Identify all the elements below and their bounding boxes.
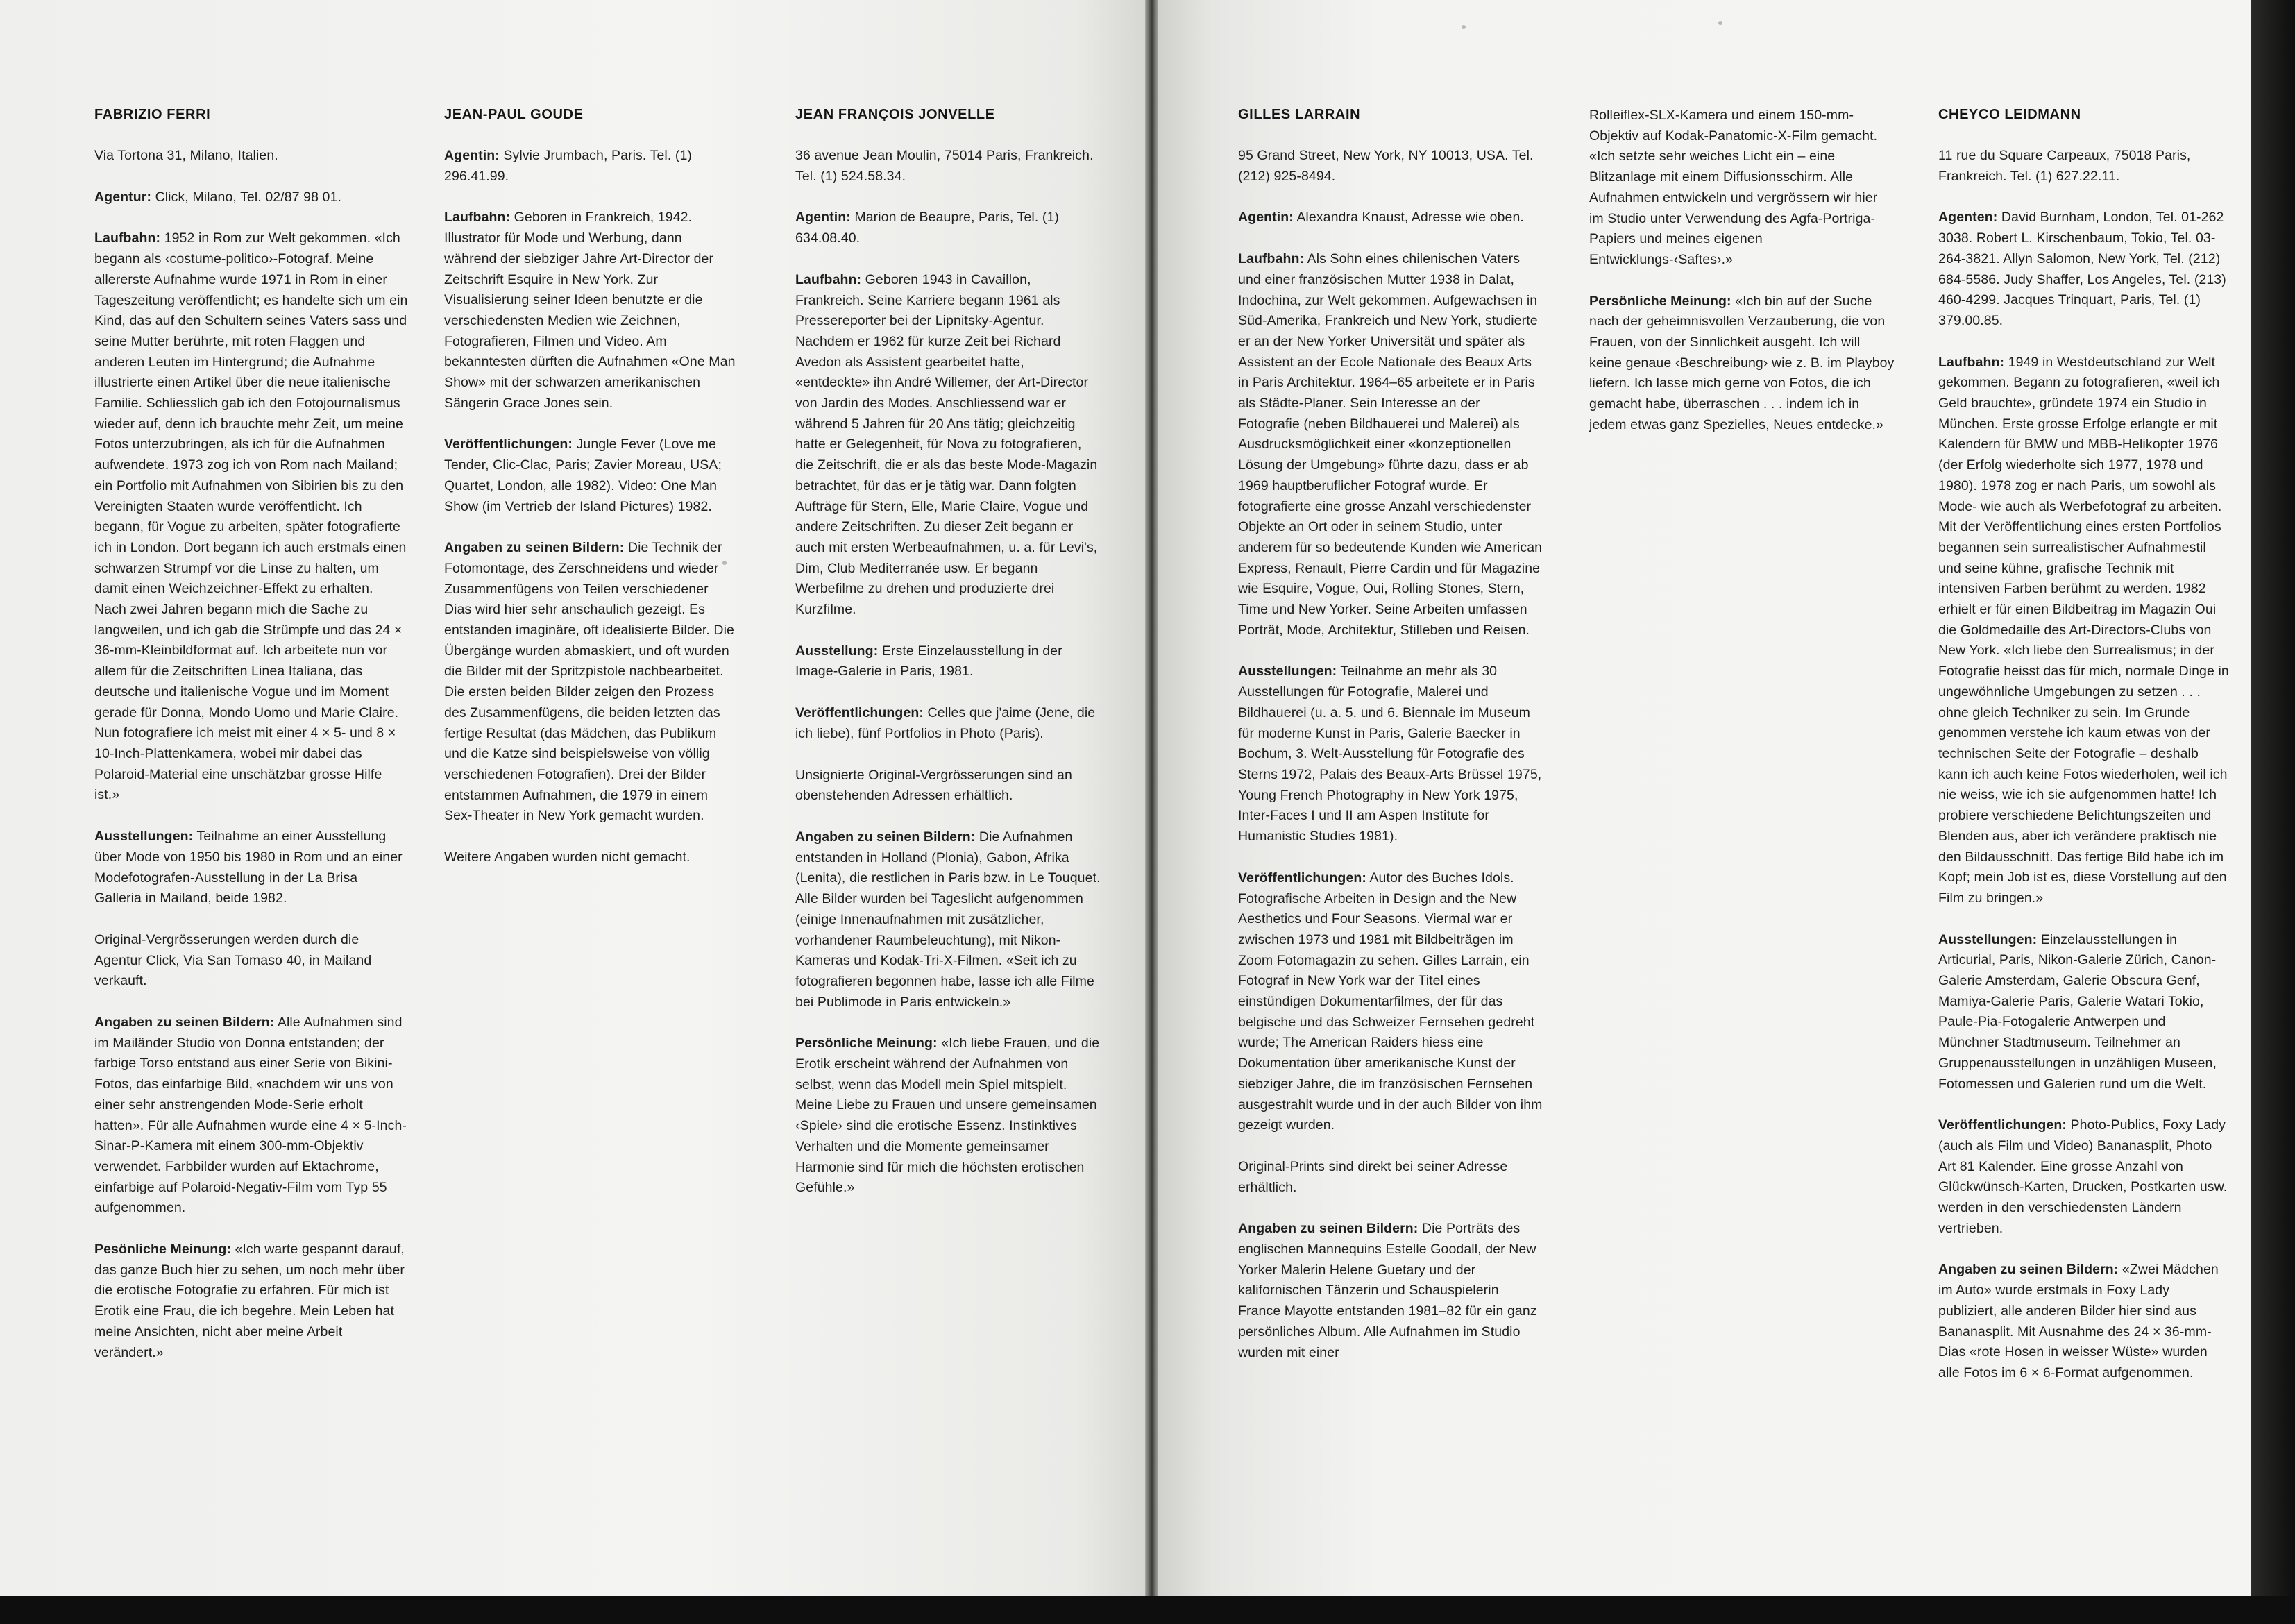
paragraph-text: 11 rue du Square Carpeaux, 75018 Paris, Frankreich. Tel. (1) 627.22.11. bbox=[1938, 148, 2191, 184]
paragraph-text: «Zwei Mädchen im Auto» wurde erstmals in Foxy Lady publiziert, alle anderen Bilder hier sind aus Bananasplit. Mit Ausnahme des 24 × 36-mm-Dias «rote Hosen in weisser Wüste» wurden alle Fotos im 6 × 6-Format aufgenommen. bbox=[1938, 1262, 2219, 1380]
section-label: Veröffentlichungen: bbox=[795, 705, 924, 721]
print-speck bbox=[722, 561, 727, 565]
bio-paragraph bbox=[94, 1240, 408, 1363]
column-jean-francois-jonvelle bbox=[795, 104, 1101, 1219]
paragraph-text: Click, Milano, Tel. 02/87 98 01. bbox=[151, 189, 341, 205]
paragraph-text: Die Porträts des englischen Mannequins Estelle Goodall, der New Yorker Malerin Helene Guetary und der kalifornischen Tänzerin und Schauspielerin France Mayotte entstanden 1981–82 für ein ganz persönliches Album. Alle Aufnahmen im Studio wurden mit einer bbox=[1238, 1221, 1537, 1360]
column-gilles-larrain-continued bbox=[1589, 105, 1895, 457]
section-label: Ausstellung: bbox=[795, 643, 879, 659]
paragraph-text: 95 Grand Street, New York, NY 10013, USA. Tel. (212) 925-8494. bbox=[1238, 148, 1534, 184]
section-label: Laufbahn: bbox=[1938, 354, 2005, 370]
bio-paragraph bbox=[795, 270, 1101, 620]
bio-paragraph bbox=[1938, 146, 2230, 187]
paragraph-text: Unsignierte Original-Vergrösserungen sind an obenstehenden Adressen erhältlich. bbox=[795, 767, 1072, 804]
bio-paragraph bbox=[795, 208, 1101, 248]
paragraph-text: Teilnahme an einer Ausstellung über Mode von 1950 bis 1980 in Rom und an einer Modefotografen-Ausstellung in der La Brisa Galleria in Mailand, beide 1982. bbox=[94, 829, 403, 906]
paragraph-text: Marion de Beaupre, Paris, Tel. (1) 634.08.40. bbox=[795, 210, 1059, 246]
scan-bottom-edge bbox=[0, 1596, 2295, 1624]
bio-paragraph bbox=[94, 827, 408, 909]
bio-paragraph bbox=[1238, 661, 1543, 847]
paragraph-text: Alexandra Knaust, Adresse wie oben. bbox=[1293, 210, 1524, 226]
section-label: Veröffentlichungen: bbox=[444, 437, 573, 452]
column-jean-paul-goude bbox=[444, 104, 736, 889]
bio-paragraph bbox=[1238, 146, 1543, 187]
column-cheyco-leidmann bbox=[1938, 104, 2230, 1405]
bio-paragraph bbox=[1238, 249, 1543, 641]
bio-paragraph bbox=[444, 847, 736, 868]
section-label: Pesönliche Meinung: bbox=[94, 1242, 231, 1258]
paragraph-text: «Ich warte gespannt darauf, das ganze Buch hier zu sehen, um noch mehr über die erotische Fotografie zu erfahren. Für mich ist Erotik eine Frau, die ich begehre. Mein Leben hat meine Ansichten, nicht aber meine Arbeit verändert.» bbox=[94, 1242, 405, 1360]
bio-paragraph bbox=[1938, 208, 2230, 331]
paragraph-text: Die Aufnahmen entstanden in Holland (Plonia), Gabon, Afrika (Lenita), die restlichen in Paris bzw. in Le Touquet. Alle Bilder wurden bei Tageslicht aufgenommen (einige Innenaufnahmen mit zusätzlicher, vorhandener Raumbeleuchtung), mit Nikon-Kameras und Kodak-Tri-X-Filmen. «Seit ich zu fotografieren begonnen habe, lasse ich alle Filme bei Publimode in Paris entwickeln.» bbox=[795, 829, 1101, 1010]
paragraph-text: Weitere Angaben wurden nicht gemacht. bbox=[444, 849, 691, 865]
paragraph-text: Jungle Fever (Love me Tender, Clic-Clac, Paris; Zavier Moreau, USA; Quartet, London, alle 1982). Video: One Man Show (im Vertrieb der Island Pictures) 1982. bbox=[444, 437, 722, 514]
bio-paragraph bbox=[795, 641, 1101, 682]
section-label: Ausstellungen: bbox=[94, 829, 194, 845]
bio-paragraph bbox=[94, 1013, 408, 1219]
paragraph-text: Celles que j'aime (Jene, die ich liebe), fünf Portfolios in Photo (Paris). bbox=[795, 705, 1096, 741]
section-label: Agentin: bbox=[444, 148, 500, 163]
bio-paragraph bbox=[1938, 353, 2230, 909]
bio-paragraph bbox=[444, 538, 736, 827]
paragraph-text: Via Tortona 31, Milano, Italien. bbox=[94, 148, 278, 163]
section-label: Ausstellungen: bbox=[1938, 931, 2038, 947]
book-gutter bbox=[1145, 0, 1158, 1596]
paragraph-text: 1952 in Rom zur Welt gekommen. «Ich begann als ‹costume-politico›-Fotograf. Meine allererste Aufnahme wurde 1971 in Rom in einer Tageszeitung veröffentlicht; es handelte sich um ein Kind, das auf den Schultern seines Vaters sass und seine Mutter berührte, mit roten Flaggen und anderen Leuten im Hintergrund; die Aufnahme illustrierte einen Artikel über die neue italienische Familie. Schliesslich gab ich den Fotojournalismus wieder auf, denn ich brauchte mehr Zeit, um meine Fotos unterzubringen, als ich für die Aufnahmen aufwendete. 1973 zog ich von Rom nach Mailand; ein Portfolio mit Aufnahmen von Sibirien bis zu den Vereinigten Staaten wurde veröffentlicht. Ich begann, für Vogue zu arbeiten, später fotografierte ich in London. Dort begann ich auch erstmals einen schwarzen Strumpf vor die Linse zu halten, um damit einen Weichzeichner-Effekt zu erhalten. Nach zwei Jahren begann mich die Sache zu langweilen, und ich gab die Strümpfe und das 24 × 36-mm-Kleinbildformat auf. Ich arbeitete nun vor allem für die Zeitschriften Linea Italiana, das deutsche und italienische Vogue und im Moment gerade für Donna, Mondo Uomo und Marie Claire. Nun fotografiere ich meist mit einer 4 × 5- und 8 × 10-Inch-Plattenkamera, wobei mir dabei das Polaroid-Material eine unschätzbar grosse Hilfe ist.» bbox=[94, 230, 408, 803]
section-label: Angaben zu seinen Bildern: bbox=[1938, 1262, 2119, 1278]
bio-paragraph bbox=[94, 228, 408, 806]
paragraph-text: Alle Aufnahmen sind im Mailänder Studio von Donna entstanden; der farbige Torso entstand aus einer Serie von Bikini-Fotos, das einfarbige Bild, «nachdem wir uns von einer sehr anstrengenden Mode-Serie erholt hatten». Für alle Aufnahmen wurde eine 4 × 5-Inch-Sinar-P-Kamera mit einem 300-mm-Objektiv verwendet. Farbbilder wurden auf Ektachrome, einfarbige auf Polaroid-Negativ-Film vom Typ 55 aufgenommen. bbox=[94, 1015, 407, 1216]
bio-paragraph bbox=[1238, 1219, 1543, 1363]
bio-paragraph bbox=[1238, 208, 1543, 228]
section-label: Agentin: bbox=[1238, 210, 1294, 226]
section-label: Persönliche Meinung: bbox=[1589, 293, 1731, 309]
paragraph-text: «Ich bin auf der Suche nach der geheimnisvollen Verzauberung, die von Frauen, von der Sinnlichkeit ausgeht. Ich will keine genaue ‹Beschreibung› wie z. B. im Playboy liefern. Ich lasse mich gerne von Fotos, die ich gemacht habe, überraschen . . . indem ich in jedem etwas ganz Spezielles, Neues entdecke.» bbox=[1589, 293, 1895, 432]
section-label: Laufbahn: bbox=[444, 210, 511, 226]
left-page bbox=[0, 0, 1145, 1596]
bio-paragraph bbox=[94, 146, 408, 167]
print-speck bbox=[1462, 25, 1466, 29]
paragraph-text: Als Sohn eines chilenischen Vaters und einer französischen Mutter 1938 in Dalat, Indochina, zur Welt gekommen. Aufgewachsen in Süd-Amerika, Frankreich und New York, studierte er an der New Yorker Universität und später als Assistent an der Ecole Nationale des Beaux Arts in Paris Architektur. 1964–65 arbeitete er in Paris als Städte-Planer. Sein Interesse an der Fotografie (neben Bildhauerei und Malerei) als Ausdrucksmöglichkeit einer «konzeptionellen Lösung der Umgebung» führte dazu, dass er ab 1969 hauptberuflicher Fotograf wurde. Er fotografierte eine grosse Anzahl verschiedenster Objekte an Ort oder in seinem Studio, unter anderem für so bedeutende Kunden wie American Express, Renault, Pierre Cardin und für Magazine wie Esquire, Vogue, Oui, Rolling Stones, Stern, Time und New Yorker. Seine Arbeiten umfassen Porträt, Mode, Architektur, Stilleben und Reisen. bbox=[1238, 251, 1543, 638]
bio-paragraph bbox=[1938, 1260, 2230, 1383]
bio-paragraph bbox=[795, 146, 1101, 187]
bio-paragraph bbox=[795, 827, 1101, 1013]
bio-paragraph bbox=[795, 703, 1101, 744]
paragraph-text: Erste Einzelausstellung in der Image-Galerie in Paris, 1981. bbox=[795, 643, 1062, 679]
section-label: Agentur: bbox=[94, 189, 152, 205]
bio-paragraph bbox=[444, 208, 736, 414]
section-label: Veröffentlichungen: bbox=[1238, 870, 1366, 886]
section-label: Laufbahn: bbox=[795, 271, 862, 287]
paragraph-text: Geboren in Frankreich, 1942. Illustrator für Mode und Werbung, dann während der siebziger Jahre Art-Director der Zeitschrift Esquire in New York. Zur Visualisierung seiner Ideen benutzte er die verschiedensten Medien wie Zeichnen, Fotografieren, Filmen und Video. Am bekanntesten dürften die Aufnahmen «One Man Show» mit der schwarzen amerikanischen Sängerin Grace Jones sein. bbox=[444, 210, 736, 411]
section-label: Angaben zu seinen Bildern: bbox=[94, 1015, 275, 1031]
photographer-name: JEAN-PAUL GOUDE bbox=[444, 107, 584, 122]
bio-paragraph bbox=[1238, 1157, 1543, 1198]
bio-paragraph bbox=[795, 766, 1101, 806]
paragraph-text: 1949 in Westdeutschland zur Welt gekommen. Begann zu fotografieren, «weil ich Geld brauchte», gründete 1974 ein Studio in München. Erste grosse Erfolge erlangte er mit Kalendern für BMW und MBB-Helikopter 1976 (der Erfolg wiederholte sich 1977, 1978 und 1980). 1978 zog er nach Paris, um sowohl als Mode- wie auch als Werbefotograf zu arbeiten. Mit der Veröffentlichung eines ersten Portfolios begannen sein surrealistischer Aufnahmestil und seine kühne, grafische Technik mit intensiven Farben berühmt zu werden. 1982 erhielt er für einen Bildbeitrag im Magazin Oui die Goldmedaille des Art-Directors-Clubs von New York. «Ich liebe den Surrealismus; in der Fotografie heisst das für mich, normale Dinge in ungewöhnliche Umgebungen zu setzen . . . ohne gleich Techniker zu sein. Im Grunde genommen verstehe ich kaum etwas von der technischen Seite der Fotografie – deshalb kann ich auch keine Fotos wiederholen, weil ich nie weiss, wie ich sie aufgenommen hatte! Ich probiere verschiedene Belichtungszeiten und Blenden aus, aber ich verändere praktisch nie den Bildausschnitt. Das fertige Bild habe ich im Kopf; mein Job ist es, diese Vorstellung auf den Film zu bringen.» bbox=[1938, 354, 2229, 906]
paragraph-text: Einzelausstellungen in Articurial, Paris, Nikon-Galerie Zürich, Canon-Galerie Amsterdam, Galerie Obscura Genf, Mamiya-Galerie Paris, Galerie Watari Tokio, Paule-Pia-Fotogalerie Antwerpen und Münchner Stadtmuseum. Teilnehmer an Gruppenausstellungen in unzähligen Museen, Fotomessen und Galerien rund um die Welt. bbox=[1938, 931, 2217, 1092]
right-page bbox=[1158, 0, 2251, 1596]
paragraph-text: Photo-Publics, Foxy Lady (auch als Film und Video) Bananasplit, Photo Art 81 Kalender. Eine grosse Anzahl von Glückwünsch-Karten, Drucken, Postkarten usw. werden in den verschiedensten Ländern vertrieben. bbox=[1938, 1117, 2228, 1236]
photographer-name: JEAN FRANÇOIS JONVELLE bbox=[795, 107, 995, 122]
section-label: Laufbahn: bbox=[94, 230, 161, 246]
paragraph-text: Geboren 1943 in Cavaillon, Frankreich. Seine Karriere begann 1961 als Pressereporter bei der Lipnitsky-Agentur. Nachdem er 1962 für kurze Zeit bei Richard Avedon als Assistent gearbeitet hatte, «entdeckte» ihn André Willemer, der Art-Director von Jardin des Modes. Anschliessend war er während 5 Jahren für 20 Ans tätig; gleichzeitig hatte er Gelegenheit, für Nova zu fotografieren, die Zeitschrift, die er als das beste Mode-Magazin betrachtet, für das er je tätig war. Dann folgten Aufträge für Stern, Elle, Marie Claire, Vogue und andere Zeitschriften. Zu dieser Zeit begann er auch mit ersten Werbeaufnahmen, u. a. für Levi's, Dim, Club Mediterranée usw. Er begann Werbefilme zu drehen und produzierte drei Kurzfilme. bbox=[795, 271, 1098, 618]
bio-paragraph bbox=[94, 930, 408, 992]
section-label: Agentin: bbox=[795, 210, 851, 226]
bio-paragraph bbox=[1938, 930, 2230, 1095]
section-label: Angaben zu seinen Bildern: bbox=[444, 540, 625, 556]
photographer-name: FABRIZIO FERRI bbox=[94, 107, 211, 122]
paragraph-text: Rolleiflex-SLX-Kamera und einem 150-mm-Objektiv auf Kodak-Panatomic-X-Film gemacht. «Ich setzte sehr weiches Licht ein – eine Blitzanlage mit einem Diffusionsschirm. Alle Aufnahmen entwickeln und vergrössern wir hier im Studio unter Verwendung des Agfa-Portriga-Papiers und meines eigenen Entwicklungs-‹Saftes›.» bbox=[1589, 108, 1878, 267]
column-gilles-larrain bbox=[1238, 104, 1543, 1384]
paragraph-text: 36 avenue Jean Moulin, 75014 Paris, Frankreich. Tel. (1) 524.58.34. bbox=[795, 148, 1094, 184]
bio-paragraph bbox=[94, 187, 408, 208]
paragraph-text: Die Technik der Fotomontage, des Zerschneidens und wieder Zusammenfügens von Teilen verschiedener Dias wird hier sehr anschaulich gezeigt. Es entstanden imaginäre, oft idealisierte Bilder. Die Übergänge wurden abmaskiert, und oft wurden die Bilder mit der Spritzpistole nachbearbeitet. Die ersten beiden Bilder zeigen den Prozess des Zusammenfügens, die beiden letzten das fertige Resultat (das Mädchen, das Publikum und die Katze sind beispielsweise von völlig verschiedenen Fotografien). Drei der Bilder entstammen Aufnahmen, die 1979 in einem Sex-Theater in New York gemacht wurden. bbox=[444, 540, 734, 824]
paragraph-text: Original-Prints sind direkt bei seiner Adresse erhältlich. bbox=[1238, 1158, 1508, 1195]
section-label: Veröffentlichungen: bbox=[1938, 1117, 2067, 1133]
section-label: Laufbahn: bbox=[1238, 251, 1305, 267]
paragraph-text: Sylvie Jrumbach, Paris. Tel. (1) 296.41.99. bbox=[444, 148, 692, 184]
bio-paragraph bbox=[795, 1033, 1101, 1199]
section-label: Angaben zu seinen Bildern: bbox=[795, 829, 976, 845]
photographer-name: CHEYCO LEIDMANN bbox=[1938, 107, 2081, 122]
bio-paragraph bbox=[444, 146, 736, 187]
bio-paragraph bbox=[1589, 105, 1895, 271]
bio-paragraph bbox=[1938, 1115, 2230, 1239]
section-label: Agenten: bbox=[1938, 210, 1998, 226]
section-label: Angaben zu seinen Bildern: bbox=[1238, 1221, 1419, 1237]
print-speck bbox=[1718, 21, 1722, 25]
book-edge-shadow bbox=[2251, 0, 2295, 1596]
paragraph-text: Autor des Buches Idols. Fotografische Arbeiten in Design and the New Aesthetics und Four Seasons. Viermal war er zwischen 1973 und 1981 mit Bildbeiträgen im Zoom Fotomagazin zu sehen. Gilles Larrain, ein Fotograf in New York war der Titel eines einstündigen Dokumentarfilmes, der für das belgische und das Schweizer Fernsehen gedreht wurde; The American Raiders hiess eine Dokumentation über amerikanische Kunst der siebziger Jahre, die im französischen Fernsehen ausgestrahlt wurde und in der auch Bilder von ihm gezeigt wurden. bbox=[1238, 870, 1543, 1133]
paragraph-text: «Ich liebe Frauen, und die Erotik erscheint während der Aufnahmen von selbst, wenn das Modell mein Spiel mitspielt. Meine Liebe zu Frauen und unsere gemeinsamen ‹Spiele› sind die erotische Essenz. Instinktives Verhalten und die Momente gemeinsamer Harmonie sind für mich die höchsten erotischen Gefühle.» bbox=[795, 1035, 1100, 1196]
bio-paragraph bbox=[444, 434, 736, 517]
paragraph-text: David Burnham, London, Tel. 01-262 3038. Robert L. Kirschenbaum, Tokio, Tel. 03-264-3821. Allyn Salomon, New York, Tel. (212) 684-5586. Judy Shaffer, Los Angeles, Tel. (213) 460-4299. Jacques Trinquart, Paris, Tel. (1) 379.00.85. bbox=[1938, 210, 2226, 328]
bio-paragraph bbox=[1238, 868, 1543, 1136]
section-label: Ausstellungen: bbox=[1238, 663, 1337, 679]
paragraph-text: Teilnahme an mehr als 30 Ausstellungen für Fotografie, Malerei und Bildhauerei (u. a. 5. und 6. Biennale im Museum für moderne Kunst in Paris, Galerie Baecker in Bochum, 3. Welt-Ausstellung für Fotografie des Sterns 1972, Palais des Beaux-Arts Brüssel 1975, Young French Photography in New York 1975, Inter-Faces I und II am Aspen Institute for Humanistic Studies 1981). bbox=[1238, 663, 1542, 845]
paragraph-text: Original-Vergrösserungen werden durch die Agentur Click, Via San Tomaso 40, in Mailand verkauft. bbox=[94, 931, 372, 989]
column-fabrizio-ferri bbox=[94, 104, 408, 1384]
section-label: Persönliche Meinung: bbox=[795, 1035, 938, 1051]
photographer-name: GILLES LARRAIN bbox=[1238, 107, 1361, 122]
bio-paragraph bbox=[1589, 291, 1895, 436]
